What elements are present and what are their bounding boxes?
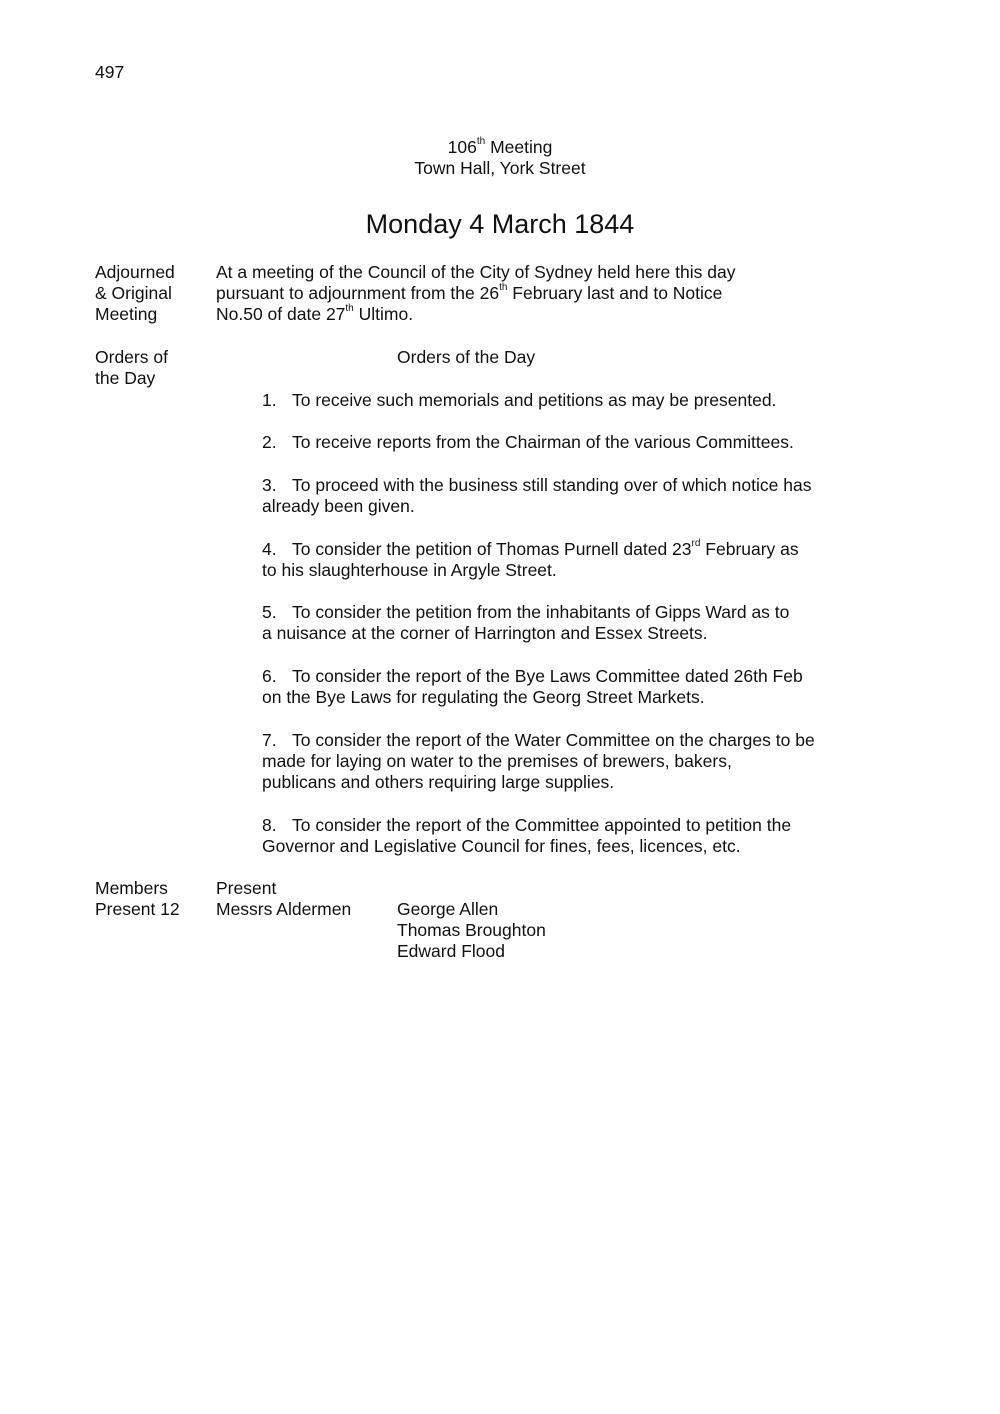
item-number: 5.	[262, 602, 277, 622]
item-text: already been given.	[262, 496, 415, 516]
superscript: rd	[691, 538, 701, 550]
meeting-suffix: th	[476, 136, 486, 148]
margin-line: Adjourned	[95, 262, 175, 282]
item-text: To consider the petition of Thomas Purnell dated 23	[292, 539, 692, 559]
item-number: 7.	[262, 730, 277, 750]
paragraph-line: At a meeting of the Council of the City of Sydney held here this day	[216, 262, 736, 282]
order-item-8	[262, 815, 862, 857]
member-names	[397, 899, 546, 962]
item-text: To receive reports from the Chairman of the various Committees.	[292, 432, 794, 452]
item-number: 1.	[262, 390, 277, 410]
margin-note-adjourned	[95, 262, 210, 325]
member-name: Edward Flood	[397, 941, 505, 961]
orders-heading: Orders of the Day	[397, 347, 536, 367]
item-number: 3.	[262, 475, 277, 495]
superscript: th	[345, 303, 354, 315]
margin-line: Present 12	[95, 899, 180, 919]
item-text: To receive such memorials and petitions as may be presented.	[292, 390, 777, 410]
item-text: To consider the petition from the inhabitants of Gipps Ward as to	[292, 602, 790, 622]
margin-line: Meeting	[95, 304, 158, 324]
member-name: Thomas Broughton	[397, 920, 546, 940]
page-title: Monday 4 March 1844	[365, 209, 635, 239]
text-run: February last and to Notice	[507, 283, 723, 303]
adjourned-paragraph	[216, 262, 836, 325]
text-run: No.50 of date 27	[216, 304, 346, 324]
venue: Town Hall, York Street	[414, 158, 586, 178]
meeting-word: Meeting	[485, 137, 553, 157]
order-item-3	[262, 475, 862, 517]
order-item-7	[262, 730, 862, 793]
item-text: on the Bye Laws for regulating the Georg Street Markets.	[262, 687, 705, 707]
member-name: George Allen	[397, 899, 499, 919]
role-label: Messrs Aldermen	[216, 899, 352, 919]
margin-line: the Day	[95, 368, 156, 388]
item-text: to his slaughterhouse in Argyle Street.	[262, 560, 557, 580]
margin-line: Members	[95, 878, 168, 898]
order-item-4	[262, 539, 862, 581]
margin-note-members	[95, 878, 210, 920]
item-text: To proceed with the business still standing over of which notice has	[292, 475, 812, 495]
item-text: Governor and Legislative Council for fines, fees, licences, etc.	[262, 836, 741, 856]
item-text: a nuisance at the corner of Harrington and Essex Streets.	[262, 623, 708, 643]
text-run: pursuant to adjournment from the 26	[216, 283, 500, 303]
meeting-number: 106	[447, 137, 477, 157]
paragraph-line	[216, 283, 836, 304]
page-number: 497	[95, 62, 125, 82]
order-item-1	[262, 390, 862, 411]
superscript: th	[499, 282, 508, 294]
order-item-2	[262, 432, 862, 453]
paragraph-line	[216, 304, 836, 325]
item-text: publicans and others requiring large supplies.	[262, 772, 615, 792]
margin-note-orders	[95, 347, 210, 389]
order-item-5	[262, 602, 862, 644]
item-number: 8.	[262, 815, 277, 835]
text-run: Ultimo.	[353, 304, 414, 324]
item-text: To consider the report of the Water Committee on the charges to be	[292, 730, 815, 750]
item-text: To consider the report of the Bye Laws Committee dated 26th Feb	[292, 666, 803, 686]
item-text: made for laying on water to the premises of brewers, bakers,	[262, 751, 732, 771]
meeting-heading	[0, 137, 1000, 158]
margin-line: & Original	[95, 283, 172, 303]
order-item-6	[262, 666, 862, 708]
item-number: 6.	[262, 666, 277, 686]
item-text: To consider the report of the Committee appointed to petition the	[292, 815, 792, 835]
present-label: Present	[216, 878, 277, 898]
item-text: February as	[700, 539, 799, 559]
item-number: 2.	[262, 432, 277, 452]
item-number: 4.	[262, 539, 277, 559]
margin-line: Orders of	[95, 347, 168, 367]
